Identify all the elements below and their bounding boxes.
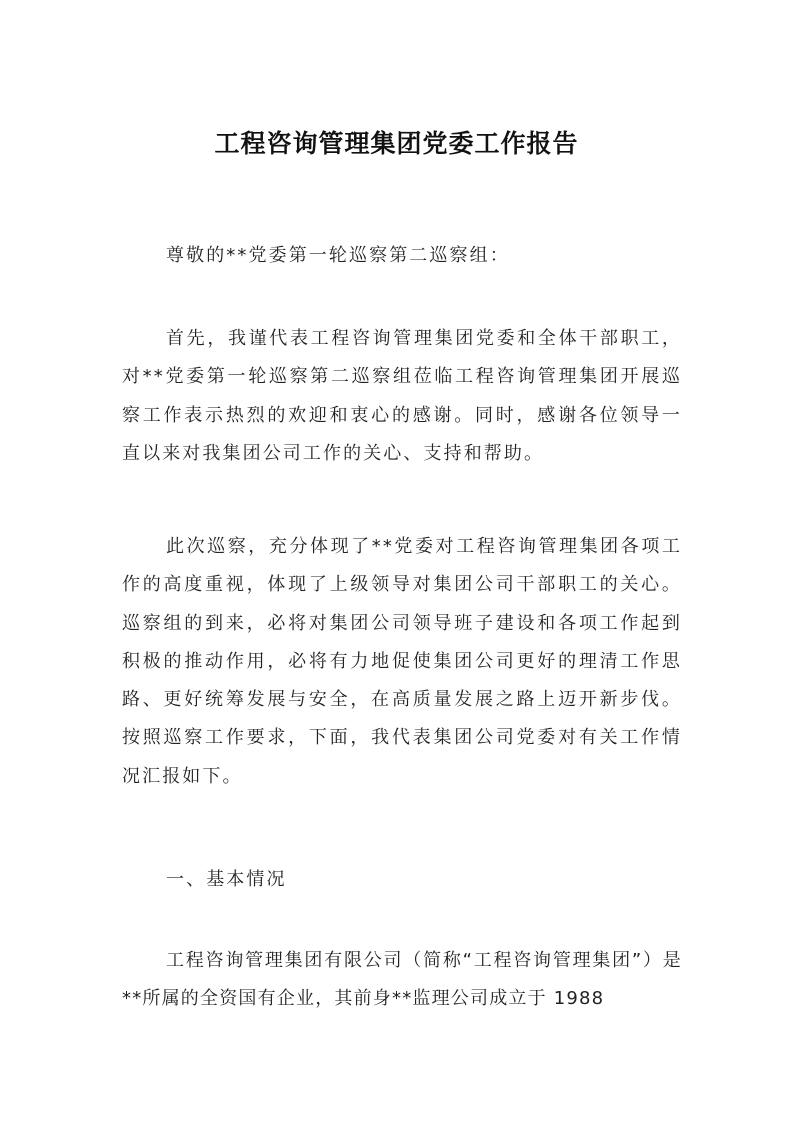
paragraph-opening: 首先，我谨代表工程咨询管理集团党委和全体干部职工，对**党委第一轮巡察第二巡察组莅临工程咨询管理集团开展巡察工作表示热烈的欢迎和衷心的感谢。同时，感谢各位领导一直以来对我集团公司工作的关心、支持和帮助。: [122, 328, 682, 464]
document-title: 工程咨询管理集团党委工作报告: [214, 129, 579, 158]
salutation: 尊敬的**党委第一轮巡察第二巡察组：: [166, 245, 510, 266]
section-heading-basic-info: 一、基本情况: [166, 869, 287, 890]
paragraph-company-intro: 工程咨询管理集团有限公司（简称“工程咨询管理集团”）是**所属的全资国有企业，其前身**监理公司成立于 1988: [122, 950, 682, 1010]
paragraph-significance: 此次巡察，充分体现了**党委对工程咨询管理集团各项工作的高度重视，体现了上级领导对集团公司干部职工的关心。巡察组的到来，必将对集团公司领导班子建设和各项工作起到积极的推动作用，必将有力地促使集团公司更好的理清工作思路、更好统筹发展与安全，在高质量发展之路上迈开新步伐。按照巡察工作要求，下面，我代表集团公司党委对有关工作情况汇报如下。: [122, 536, 682, 787]
